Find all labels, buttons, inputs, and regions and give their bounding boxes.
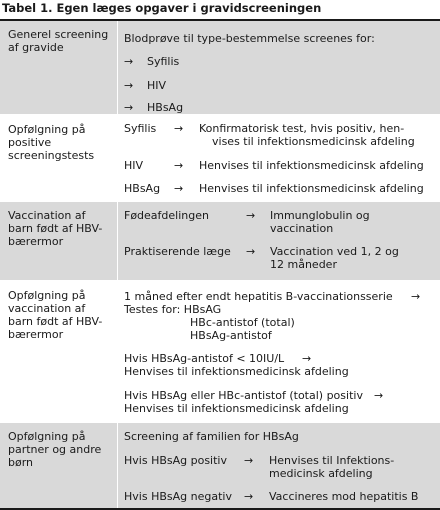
table-row-vaccination-followup	[0, 282, 440, 423]
row-label: Generel screening af gravide	[0, 21, 118, 114]
condition-action: Henvises til infektionsmedicinsk afdeling	[124, 365, 349, 378]
followup-action: Henvises til infektionsmedicinsk afdeling	[199, 159, 424, 172]
arrow-icon: →	[411, 290, 421, 303]
row-content	[118, 116, 440, 200]
vaccination-place: Fødeafdelingen	[124, 209, 209, 222]
table-row-general-screening	[0, 21, 440, 116]
table-row-family	[0, 423, 440, 508]
test-hbc-antistof: HBc-antistof (total)	[190, 316, 295, 329]
followup-test: HBsAg	[124, 182, 161, 195]
family-action: Henvises til Infektions-	[269, 454, 395, 467]
arrow-icon: →	[174, 122, 184, 135]
followup-action-cont: vises til infektionsmedicinsk afdeling	[212, 135, 415, 148]
screening-table	[0, 19, 440, 510]
condition: Hvis HBsAg eller HBc-antistof (total) positiv	[124, 389, 363, 402]
arrow-icon: →	[244, 454, 254, 467]
row-label: Vaccination af barn født af HBV-bærermor	[0, 202, 118, 280]
row-label: Opfølgning på vaccination af barn født af HBV-bærermor	[0, 282, 118, 421]
test-hiv: HIV	[147, 79, 167, 92]
row-label: Opfølgning på positive screeningstests	[0, 116, 118, 200]
arrow-icon: →	[174, 182, 184, 195]
vaccination-action-cont: vaccination	[270, 222, 334, 235]
row-content	[118, 282, 440, 421]
vaccination-action: Immunglobulin og	[270, 209, 370, 222]
family-action-cont: medicinsk afdeling	[269, 467, 373, 480]
row-content	[118, 21, 440, 114]
arrow-icon: →	[302, 352, 312, 365]
arrow-icon: →	[374, 389, 384, 402]
followup-test: HIV	[124, 159, 144, 172]
family-condition: Hvis HBsAg negativ	[124, 490, 232, 503]
family-action: Vaccineres mod hepatitis B	[269, 490, 419, 503]
test-hbsag-antistof: HBsAg-antistof	[190, 329, 272, 342]
row-content	[118, 423, 440, 508]
screening-intro: Blodprøve til type-bestemmelse screenes for:	[124, 32, 375, 45]
vaccination-place: Praktiserende læge	[124, 245, 231, 258]
arrow-icon: →	[124, 101, 134, 114]
arrow-icon: →	[174, 159, 184, 172]
arrow-icon: →	[246, 245, 256, 258]
followup-timing: 1 måned efter endt hepatitis B-vaccinationsserie	[124, 290, 393, 303]
arrow-icon: →	[124, 79, 134, 92]
condition-action: Henvises til infektionsmedicinsk afdeling	[124, 402, 349, 415]
family-intro: Screening af familien for HBsAg	[124, 430, 299, 443]
condition: Hvis HBsAg-antistof < 10IU/L	[124, 352, 285, 365]
table-row-positive-followup	[0, 116, 440, 202]
row-label: Opfølgning på partner og andre børn	[0, 423, 118, 508]
test-hbsag: HBsAg	[147, 101, 184, 114]
followup-action: Konfirmatorisk test, hvis positiv, hen-	[199, 122, 405, 135]
arrow-icon: →	[124, 55, 134, 68]
table-row-vaccination	[0, 202, 440, 282]
row-content	[118, 202, 440, 280]
tests-label: Testes for: HBsAG	[124, 303, 222, 316]
vaccination-action-cont: 12 måneder	[270, 258, 337, 271]
test-syfilis: Syfilis	[147, 55, 180, 68]
vaccination-action: Vaccination ved 1, 2 og	[270, 245, 399, 258]
arrow-icon: →	[244, 490, 254, 503]
followup-action: Henvises til infektionsmedicinsk afdeling	[199, 182, 424, 195]
followup-test: Syfilis	[124, 122, 157, 135]
table-title: Tabel 1. Egen læges opgaver i gravidscreeningen	[2, 1, 322, 15]
arrow-icon: →	[246, 209, 256, 222]
family-condition: Hvis HBsAg positiv	[124, 454, 227, 467]
